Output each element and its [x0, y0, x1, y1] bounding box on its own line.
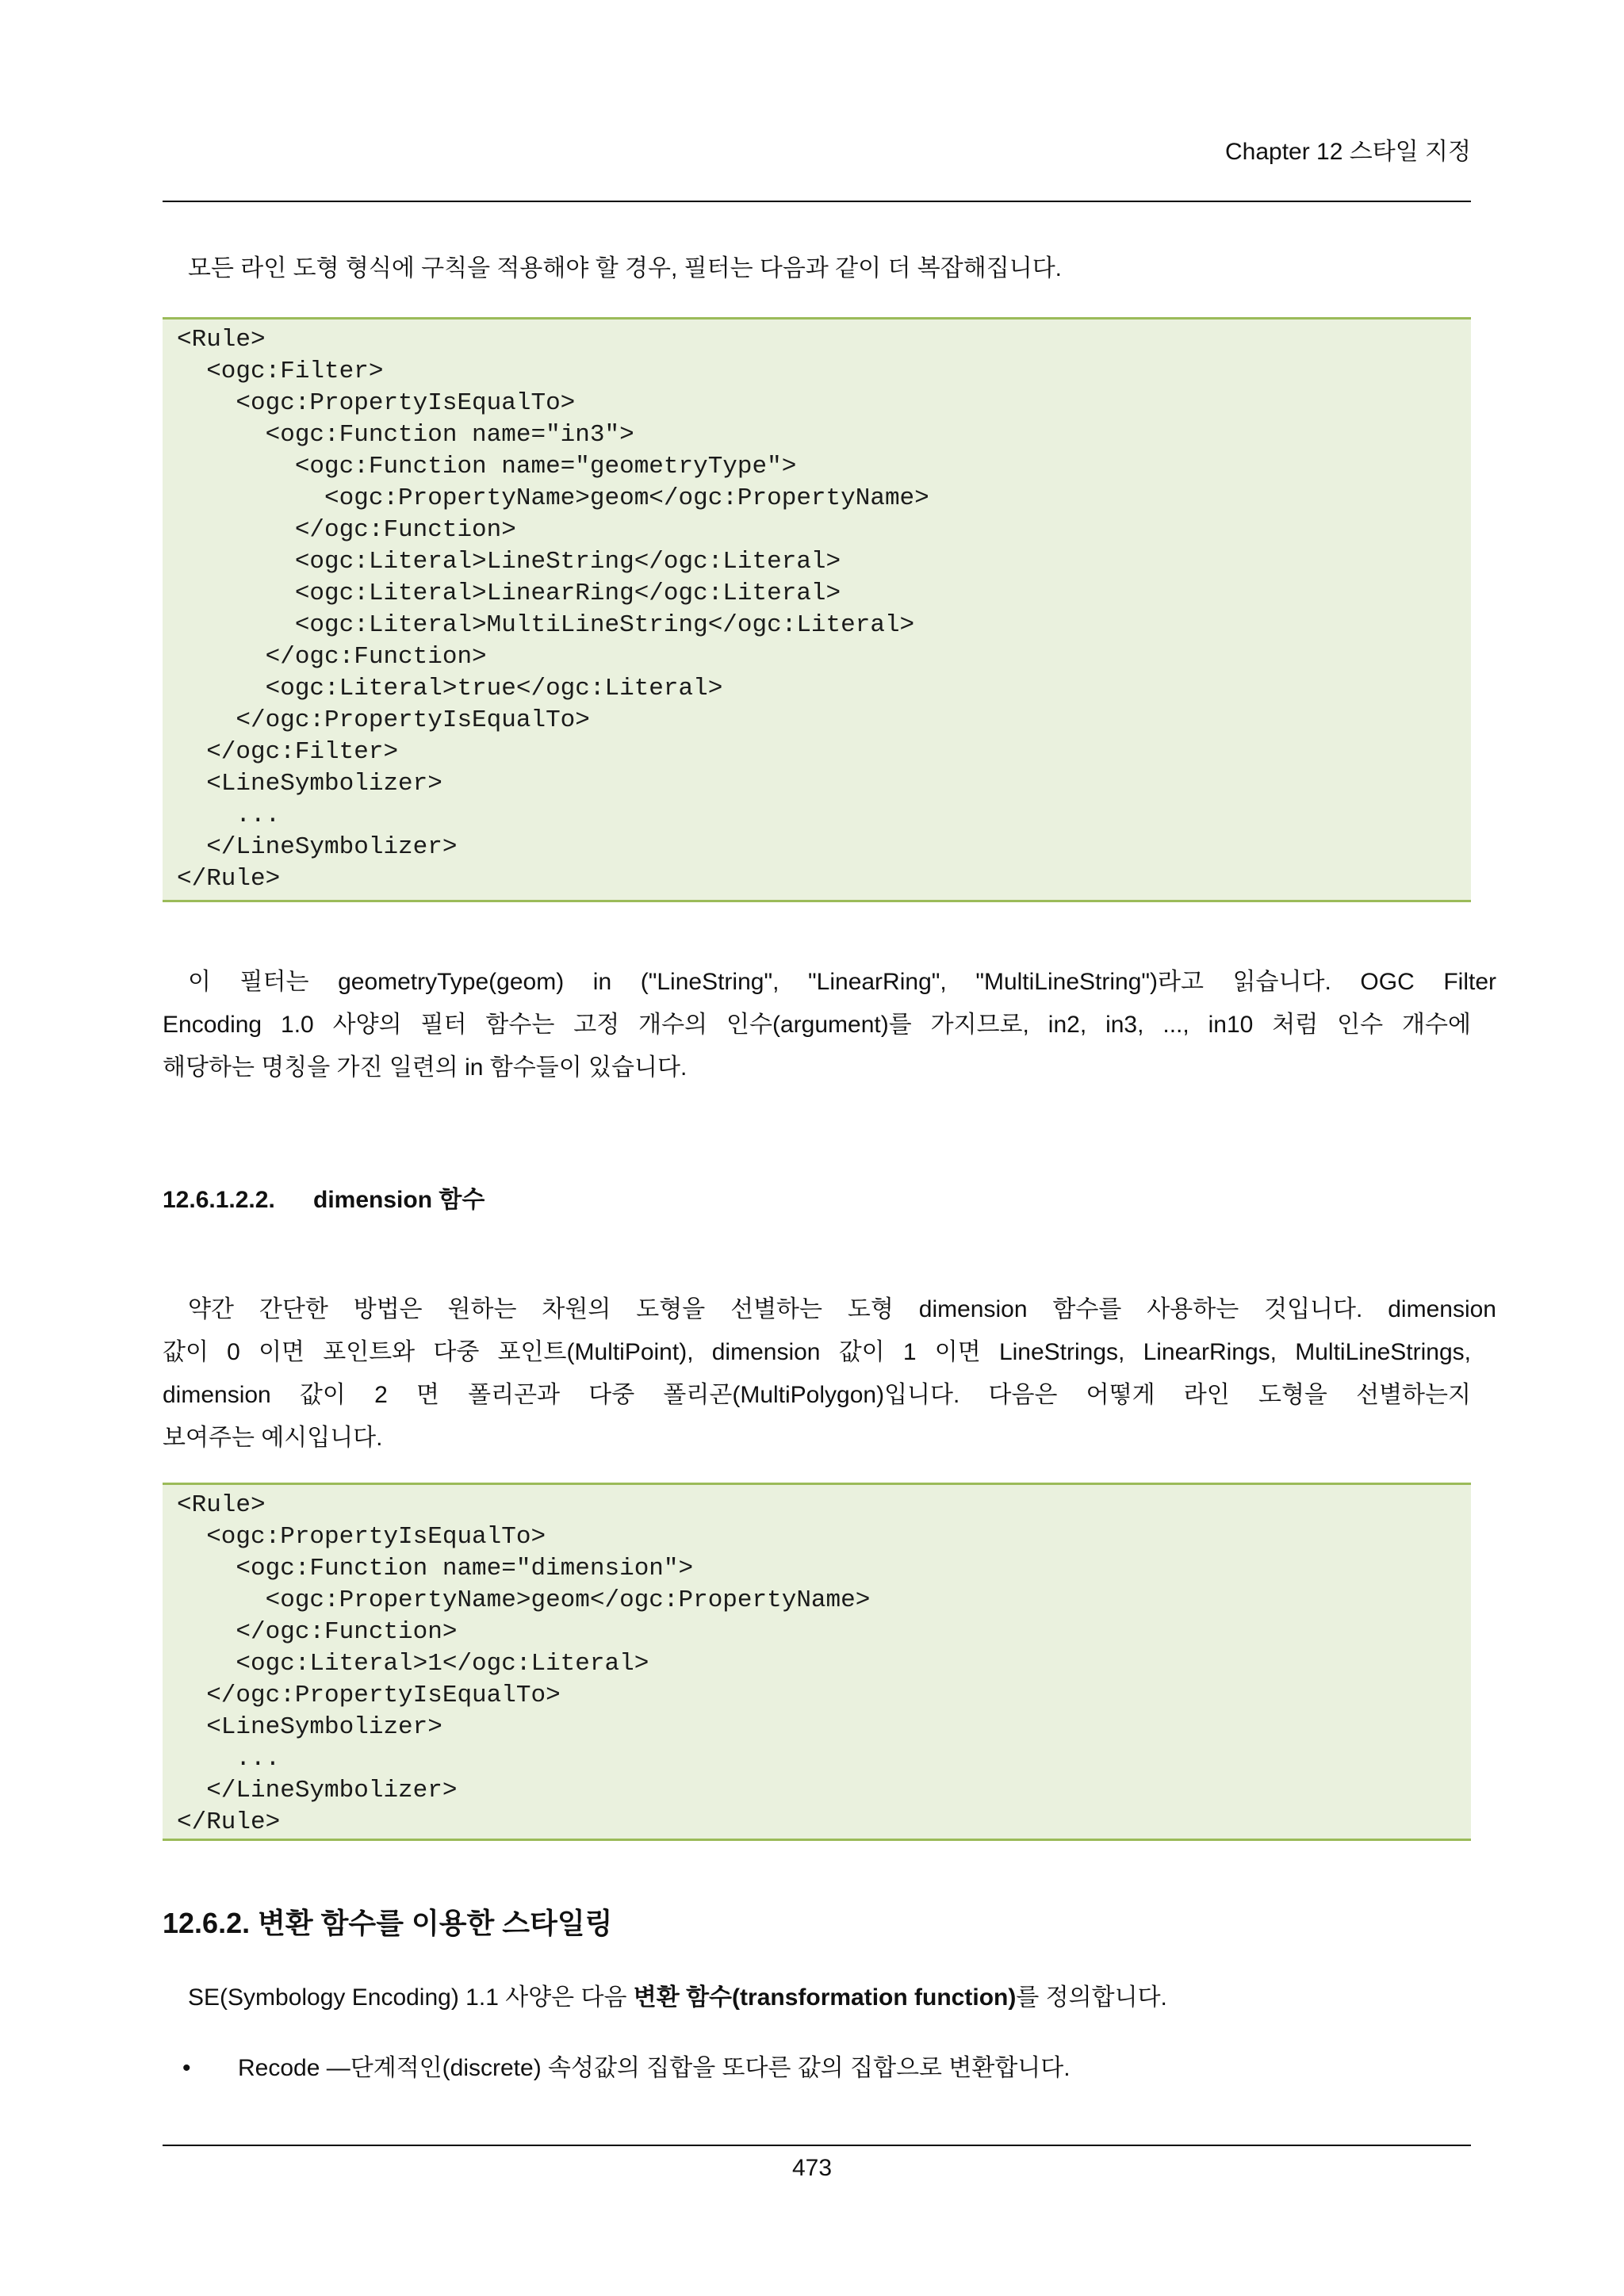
- intro-paragraph: 모든 라인 도형 형식에 구칙을 적용해야 할 경우, 필터는 다음과 같이 더 복잡해집니다.: [188, 255, 1063, 281]
- intro-prefix: SE(Symbology Encoding) 1.1 사양은 다음: [188, 1984, 634, 2011]
- code-line: </ogc:Function>: [177, 1618, 458, 1646]
- code-line: <ogc:Function name="in3">: [177, 421, 634, 449]
- code-line: </ogc:Function>: [177, 516, 516, 544]
- code-line: </LineSymbolizer>: [177, 1777, 458, 1804]
- code-line: <ogc:Literal>1</ogc:Literal>: [177, 1650, 649, 1678]
- section-heading: 12.6.2. 변환 함수를 이용한 스타일링: [163, 1907, 613, 1939]
- code-line: ...: [177, 802, 281, 829]
- subsection-number: 12.6.1.2.2.: [163, 1187, 275, 1213]
- bullet-list-item: [182, 2049, 1071, 2088]
- transformation-intro: [163, 1976, 1496, 2019]
- paragraph-line: 해당하는 명칭을 가진 일련의 in 함수들이 있습니다.: [163, 1054, 688, 1081]
- code-line: <ogc:PropertyName>geom</ogc:PropertyName>: [177, 1586, 871, 1614]
- code-line: </ogc:Function>: [177, 643, 487, 671]
- code-line: <ogc:Literal>true</ogc:Literal>: [177, 675, 723, 702]
- code-line: </ogc:Filter>: [177, 738, 399, 766]
- intro-bold-term: 변환 함수(transformation function): [633, 1984, 1017, 2011]
- paragraph-line: Encoding 1.0 사양의 필터 함수는 고정 개수의 인수(argument)를 가지므로, in2, in3, ..., in10 처럼 인수 개수에: [163, 1012, 1471, 1038]
- code-block-filter: [163, 317, 1471, 902]
- code-line: <ogc:Literal>MultiLineString</ogc:Literal>: [177, 611, 915, 639]
- subsection-title: dimension 함수: [313, 1187, 485, 1213]
- code-line: </Rule>: [177, 1808, 281, 1836]
- code-line: <Rule>: [177, 1491, 266, 1519]
- code-line: <LineSymbolizer>: [177, 770, 442, 798]
- code-line: <Rule>: [177, 326, 266, 354]
- paragraph-line: 이 필터는 geometryType(geom) in ("LineString", "LinearRing", "MultiLineString")라고 읽습니다. OGC Filter: [188, 969, 1496, 995]
- subsection-heading: [163, 1181, 485, 1219]
- code-line: <ogc:Function name="geometryType">: [177, 453, 797, 480]
- footer-divider: [163, 2145, 1471, 2146]
- code-line: </ogc:PropertyIsEqualTo>: [177, 1682, 561, 1709]
- paragraph-line: 값이 0 이면 포인트와 다중 포인트(MultiPoint), dimension 값이 1 이면 LineStrings, LinearRings, MultiLineStrings,: [163, 1339, 1471, 1365]
- intro-suffix: 를 정의합니다.: [1016, 1984, 1167, 2011]
- paragraph-line: 보여주는 예시입니다.: [163, 1425, 383, 1451]
- code-line: </Rule>: [177, 865, 281, 893]
- code-line: <ogc:PropertyIsEqualTo>: [177, 1523, 546, 1551]
- page-number: 473: [791, 2155, 833, 2181]
- code-line: <ogc:PropertyIsEqualTo>: [177, 389, 576, 417]
- code-line: ...: [177, 1745, 281, 1773]
- running-header: Chapter 12 스타일 지정: [1224, 139, 1471, 165]
- bullet-text: Recode —단계적인(discrete) 속성값의 집합을 또다른 값의 집합으로 변환합니다.: [238, 2055, 1071, 2081]
- code-line: <ogc:Literal>LinearRing</ogc:Literal>: [177, 580, 841, 607]
- paragraph-line: dimension 값이 2 면 폴리곤과 다중 폴리곤(MultiPolygon)입니다. 다음은 어떻게 라인 도형을 선별하는지: [163, 1382, 1471, 1408]
- header-divider: [163, 201, 1471, 202]
- code-line: <ogc:Filter>: [177, 358, 384, 385]
- code-line: <LineSymbolizer>: [177, 1713, 442, 1741]
- code-line: <ogc:Function name="dimension">: [177, 1555, 694, 1582]
- code-block-dimension: [163, 1483, 1471, 1841]
- paragraph-line: 약간 간단한 방법은 원하는 차원의 도형을 선별하는 도형 dimension 함수를 사용하는 것입니다. dimension: [188, 1296, 1496, 1322]
- code-line: <ogc:Literal>LineString</ogc:Literal>: [177, 548, 841, 576]
- code-line: </LineSymbolizer>: [177, 833, 458, 861]
- code-line: </ogc:PropertyIsEqualTo>: [177, 706, 590, 734]
- bullet-icon: •: [182, 2055, 191, 2081]
- code-line: <ogc:PropertyName>geom</ogc:PropertyName>: [177, 484, 929, 512]
